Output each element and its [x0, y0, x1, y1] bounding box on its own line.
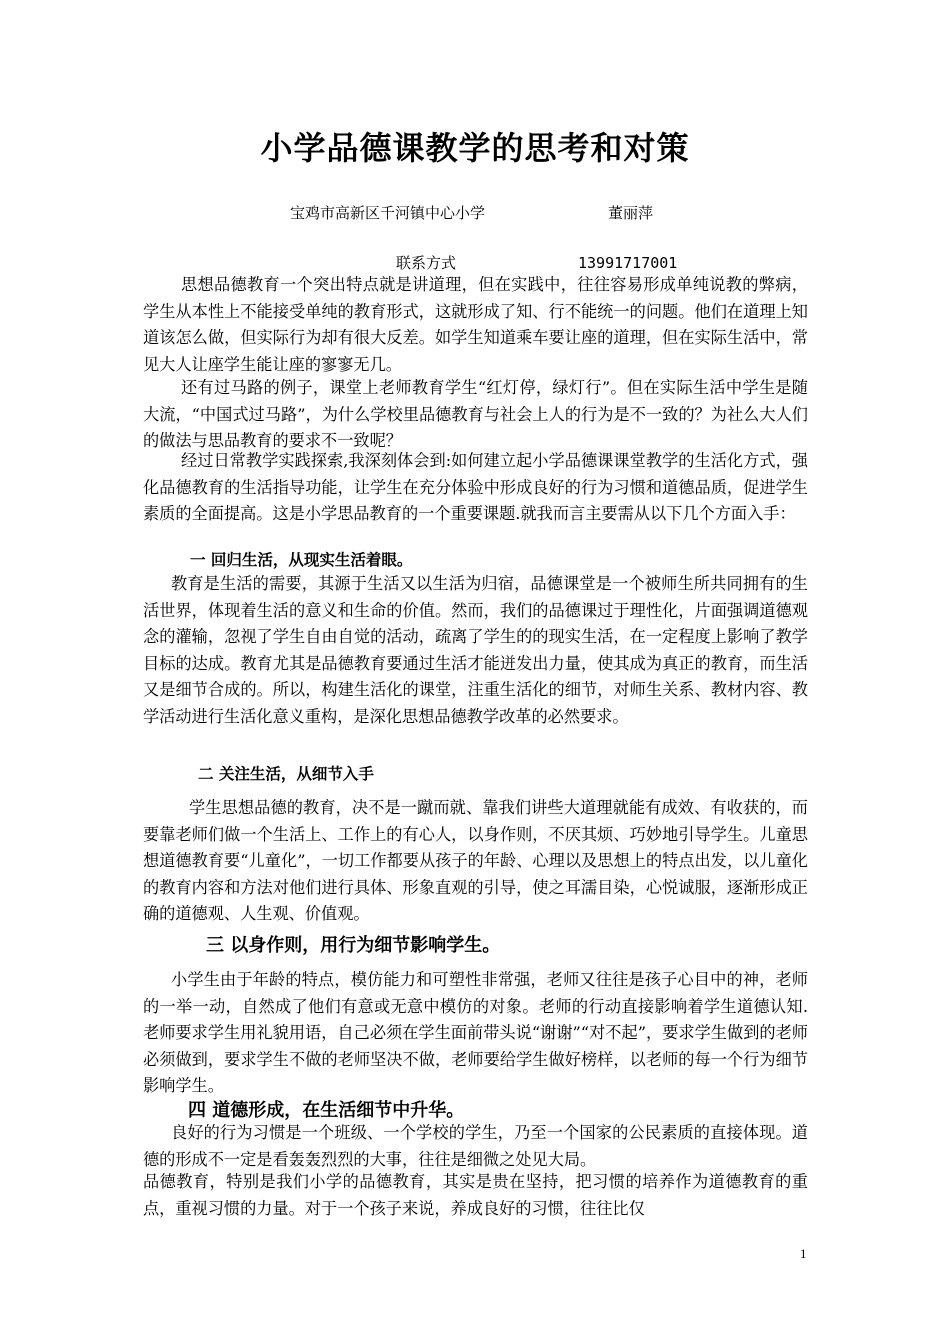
contact-label: 联系方式 [396, 254, 457, 272]
document-title: 小学品德课教学的思考和对策 [260, 129, 690, 167]
section-text-4-continued: 品德教育，特别是我们小学的品德教育，其实是贵在坚持，把习惯的培养作为道德教育的重点，重视习惯的力量。对于一个孩子来说，养成良好的习惯，往往比仅 [143, 1172, 808, 1218]
page-number: 1 [800, 1246, 807, 1261]
section-text-2: 学生思想品德的教育，决不是一蹴而就、靠我们讲些大道理就能有成效、有收获的，而要靠老师们做一个生活上、工作上的有心人，以身作则，不厌其烦、巧妙地引导学生。儿童思想道德教育要“儿童化”，一切工作都要从孩子的年龄、心理以及思想上的特点出发，以儿童化的教育内容和方法对他们进行具体、形象直观的引导，使之耳濡目染，心悦诚服，逐渐形成正确的道德观、人生观、价值观。 [143, 798, 808, 924]
author-school: 宝鸡市高新区千河镇中心小学 [290, 204, 486, 222]
intro-paragraph-3: 经过日常教学实践探索,我深刻体会到:如何建立起小学品德课课堂教学的生活化方式，强化品德教育的生活指导功能，让学生在充分体验中形成良好的行为习惯和道德品质，促进学生素质的全面提高。这是小学思品教育的一个重要课题.就我而言主要需从以下几个方面入手： [143, 451, 808, 524]
intro-paragraph-2: 还有过马路的例子，课堂上老师教育学生“红灯停，绿灯行”。但在实际生活中学生是随大流，“中国式过马路”，为什么学校里品德教育与社会上人的行为是不一致的？为社么大人们的做法与思品教育的要求不一致呢？ [143, 378, 808, 451]
contact-phone: 13991717001 [578, 254, 678, 272]
section-text-4: 良好的行为习惯是一个班级、一个学校的学生，乃至一个国家的公民素质的直接体现。道德的形成不一定是看轰轰烈烈的大事，往往是细微之处见大局。 [143, 1123, 808, 1169]
section-heading-3: 三 以身作则，用行为细节影响学生。 [206, 935, 501, 956]
section-heading-4: 四 道德形成，在生活细节中升华。 [188, 1100, 465, 1121]
author-name: 董丽萍 [608, 204, 654, 222]
section-heading-2: 二 关注生活，从细节入手 [198, 765, 374, 783]
section-heading-1: 一 回归生活，从现实生活着眼。 [190, 551, 413, 569]
section-text-1: 教育是生活的需要，其源于生活又以生活为归宿，品德课堂是一个被师生所共同拥有的生活世界，体现着生活的意义和生命的价值。然而，我们的品德课过于理性化，片面强调道德观念的灌输，忽视了学生自由自觉的活动，疏离了学生的的现实生活，在一定程度上影响了教学目标的达成。教育尤其是品德教育要通过生活才能迸发出力量，使其成为真正的教育，而生活又是细节合成的。所以，构建生活化的课堂，注重生活化的细节，对师生关系、教材内容、教学活动进行生活化意义重构，是深化思想品德教学改革的必然要求。 [143, 574, 808, 726]
section-text-3: 小学生由于年龄的特点，模仿能力和可塑性非常强，老师又往往是孩子心目中的神，老师的一举一动，自然成了他们有意或无意中模仿的对象。老师的行动直接影响着学生道德认知.老师要求学生用礼貌用语，自己必须在学生面前带头说“谢谢”“对不起”，要求学生做到的老师必须做到，要求学生不做的老师坚决不做，老师要给学生做好榜样，以老师的每一个行为细节影响学生。 [143, 970, 808, 1096]
intro-paragraph-1: 思想品德教育一个突出特点就是讲道理，但在实践中，往往容易形成单纯说教的弊病，学生从本性上不能接受单纯的教育形式，这就形成了知、行不能统一的问题。他们在道理上知道该怎么做，但实际行为却有很大反差。如学生知道乘车要让座的道理，但在实际生活中，常见大人让座学生能让座的寥寥无几。 [143, 275, 808, 374]
